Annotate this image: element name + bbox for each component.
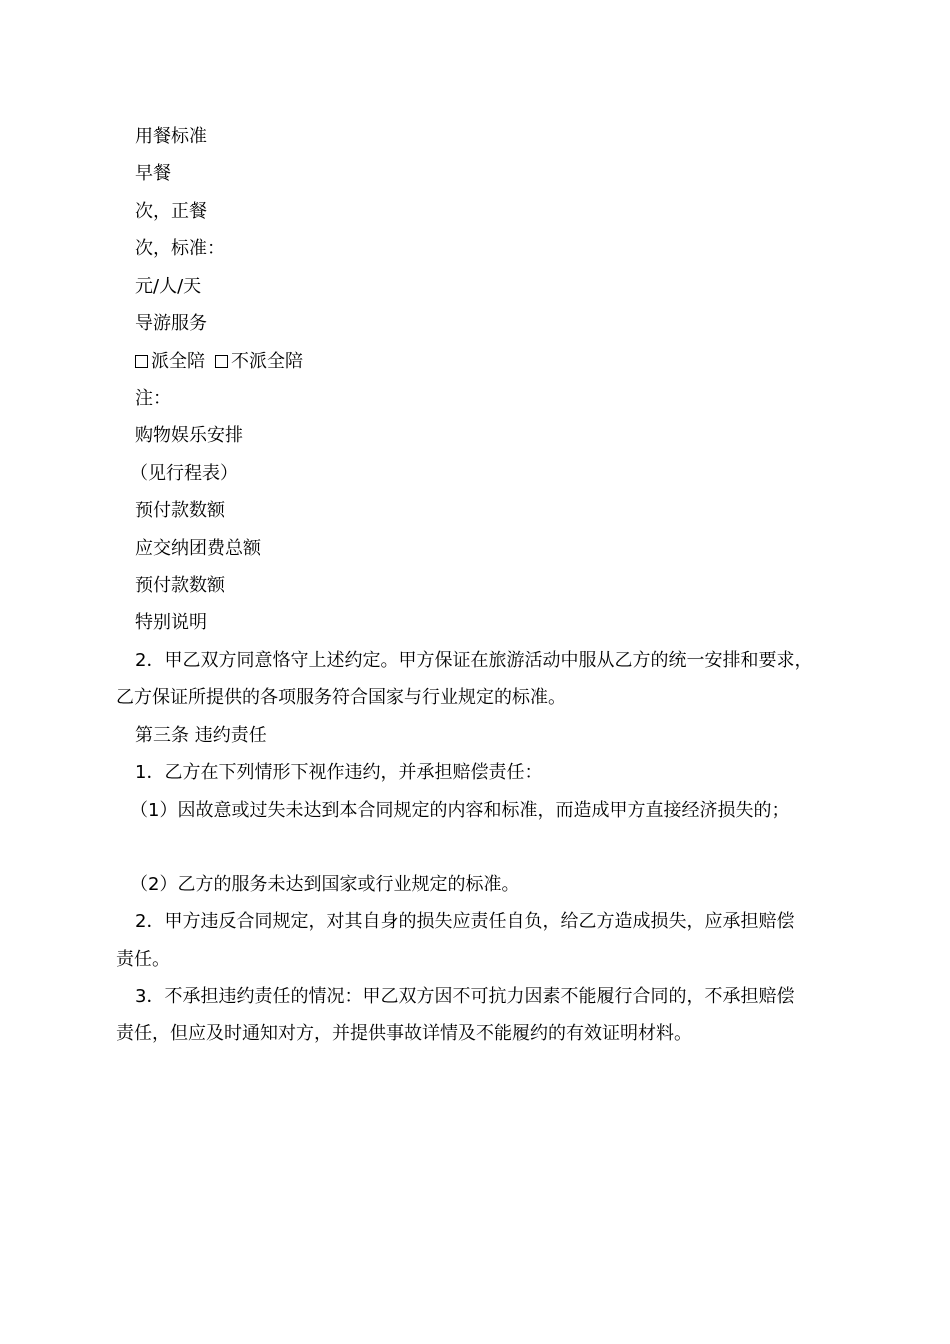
meal-standard-label: 用餐标准 [135,126,207,147]
note-label: 注： [135,388,171,409]
article-3-para-3-line-2: 责任，但应及时通知对方，并提供事故详情及不能履约的有效证明材料。 [116,1023,692,1044]
shopping-entertainment-label: 购物娱乐安排 [135,425,243,446]
clause-2-line-2: 乙方保证所提供的各项服务符合国家与行业规定的标准。 [116,687,566,708]
clause-2-line-1: 2．甲乙双方同意恪守上述约定。甲方保证在旅游活动中服从乙方的统一安排和要求， [135,650,813,671]
no-full-escort-checkbox[interactable] [215,355,228,368]
article-3-item-2: （2）乙方的服务未达到国家或行业规定的标准。 [130,874,520,895]
special-notes-label: 特别说明 [135,612,207,633]
article-3-para-2-line-1: 2．甲方违反合同规定，对其自身的损失应责任自负，给乙方造成损失，应承担赔偿 [135,911,795,932]
article-3-para-1: 1．乙方在下列情形下视作违约，并承担赔偿责任： [135,762,543,783]
guide-service-label: 导游服务 [135,313,207,334]
article-3-para-2-line-2: 责任。 [116,949,170,970]
see-itinerary-label: （见行程表） [130,463,238,484]
breakfast-label: 早餐 [135,163,171,184]
full-escort-label: 派全陪 [151,351,205,372]
full-escort-checkbox[interactable] [135,355,148,368]
article-3-title: 第三条 违约责任 [135,725,267,746]
prepayment-amount-label-2: 预付款数额 [135,575,225,596]
times-standard-label: 次，标准： [135,238,225,259]
times-main-meal-label: 次，正餐 [135,201,207,222]
article-3-item-1: （1）因故意或过失未达到本合同规定的内容和标准，而造成甲方直接经济损失的； [130,800,790,821]
prepayment-amount-label: 预付款数额 [135,500,225,521]
guide-options-row [135,350,303,374]
yuan-per-person-day-label: 元/人/天 [135,276,202,297]
article-3-para-3-line-1: 3．不承担违约责任的情况：甲乙双方因不可抗力因素不能履行合同的，不承担赔偿 [135,986,795,1007]
total-group-fee-label: 应交纳团费总额 [135,538,261,559]
no-full-escort-label: 不派全陪 [231,351,303,372]
